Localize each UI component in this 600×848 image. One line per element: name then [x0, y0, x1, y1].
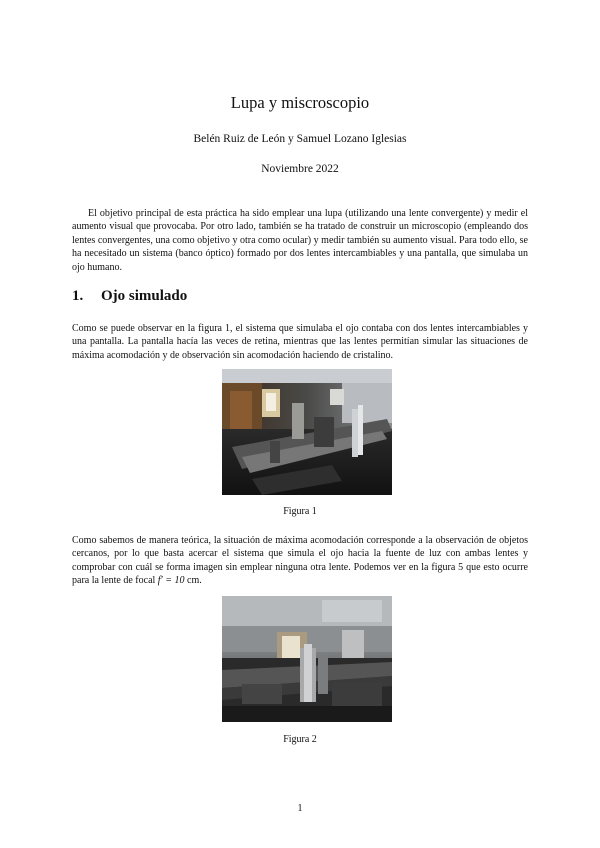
paper-authors: Belén Ruiz de León y Samuel Lozano Iglesias: [193, 133, 407, 145]
section-title: Ojo simulado: [101, 288, 188, 304]
focal-length-math: f′ = 10: [157, 575, 185, 587]
figure-2-photo: [222, 596, 392, 722]
figure-1-photo: [222, 369, 392, 495]
figure-1-caption: Figura 1: [283, 506, 317, 517]
paragraph-2: [72, 534, 528, 588]
figure-2-caption: Figura 2: [283, 734, 317, 745]
section-heading: [72, 288, 187, 305]
page-number: 1: [297, 803, 303, 814]
paragraph-2-end: cm.: [184, 575, 202, 587]
paper-date: Noviembre 2022: [261, 163, 339, 175]
abstract: El objetivo principal de esta práctica ha sido emplear una lupa (utilizando una lente convergente) y medir el aumento visual que provocaba. Por otro lado, también se ha tratado de construir un microscopio (empleando dos lentes convergentes, una como objetivo y otra como ocular) y medir también su aumento visual. Para todo ello, se ha necesitado un sistema (banco óptico) formado por dos lentes intercambiables y una pantalla, que simulaba un ojo humano.: [72, 208, 528, 273]
section-number: 1.: [72, 288, 84, 304]
paragraph-2-text: Como sabemos de manera teórica, la situación de máxima acomodación corresponde a la observación de objetos cercanos, por lo que basta acercar el sistema que simula el ojo hacia la fuente de luz con ambas lentes y comprobar con cuál se forma imagen sin emplear ninguna otra lente. Podemos ver en la figura 5 que esto ocurre para la lente de focal: [72, 535, 528, 587]
paper-title: Lupa y miscroscopio: [230, 93, 370, 112]
paragraph-1: Como se puede observar en la figura 1, el sistema que simulaba el ojo contaba con dos lentes intercambiables y una pantalla. La pantalla hacía las veces de retina, mientras que las lentes permitían simular las situaciones de máxima acomodación y de observación sin acomodación haciendo de cristalino.: [72, 323, 528, 361]
